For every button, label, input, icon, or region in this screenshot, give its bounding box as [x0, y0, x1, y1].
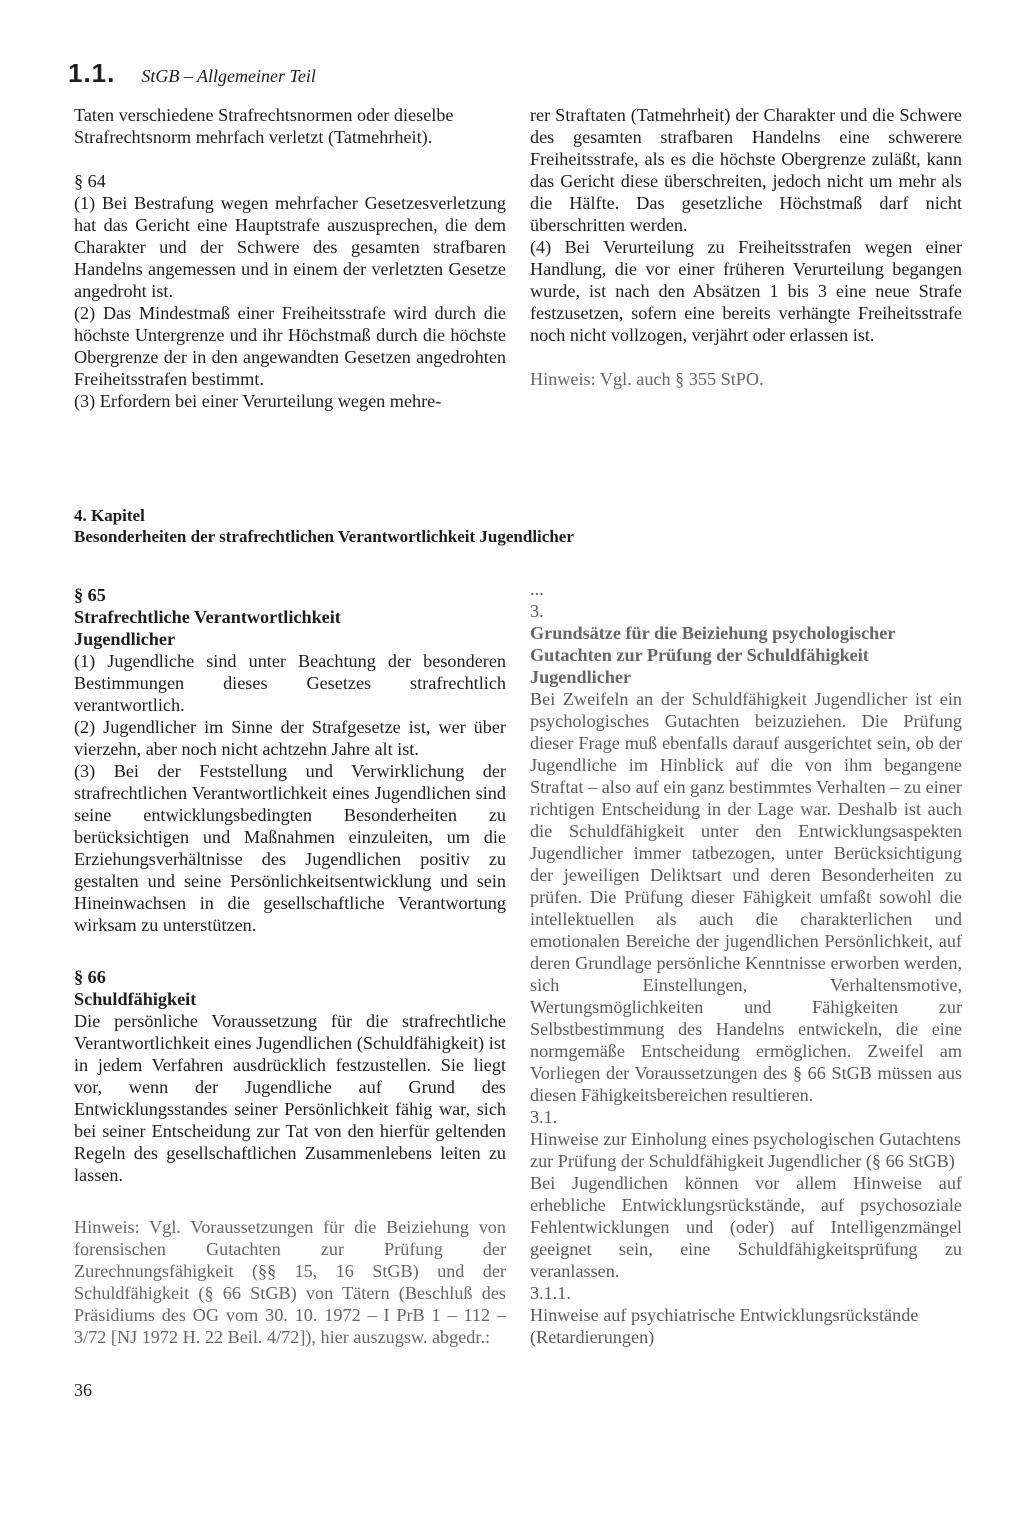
continued-text: Taten verschiedene Strafrechtsnormen oder dieselbe Strafrechtsnorm mehrfach verletzt (Tatmehrheit). — [74, 105, 454, 147]
section-3-body: Bei Zweifeln an der Schuldfähigkeit Jugendlicher ist ein psychologisches Gutachten beizuziehen. Die Prüfung dieser Frage muß ebenfalls darauf ausgerichtet sein, ob der Jugendliche im Hinblick auf die von ihm begangene Straftat – also auf ein ganz bestimmtes Verhalten – zu einer richtigen Entscheidung in der Lage war. Deshalb ist auch die Schuldfähigkeit unter den Entwicklungsaspekten Jugendlicher immer tatbezogen, unter Berücksichtigung der jeweiligen Deliktsart und deren Besonderheiten zu prüfen. Die Prüfung dieser Fähigkeit umfaßt sowohl die intellektuellen als auch die charakterlichen und emotionalen Bereiche der jugendlichen Persönlichkeit, auf deren Grundlage persönliche Kenntnisse erworben werden, sich Einstellungen, Verhaltensmotive, Wertungsmöglichkeiten und Fähigkeiten zur Selbstbestimmung des Handelns entwickeln, die eine normgemäße Entscheidung ermöglichen. Zweifel am Vorliegen der Voraussetzungen des § 66 StGB müssen aus diesen Fähigkeitsbereichen resultieren. — [530, 689, 962, 1105]
bottom-left-column — [74, 584, 506, 1348]
paragraph-heading-66: § 66 — [74, 967, 106, 987]
paragraph-66-body: Die persönliche Voraussetzung für die strafrechtliche Verantwortlichkeit eines Jugendlichen (Schuldfähigkeit) ist in jedem Verfahren ausdrücklich festzustellen. Sie liegt vor, wenn der Jugendliche auf Grund des Entwicklungsstandes seiner Persönlichkeit fähig war, sich bei seiner Entscheidung zur Tat von den hierfür geltenden Regeln des gesellschaftlichen Zusammenlebens leiten zu lassen. — [74, 1011, 506, 1185]
paragraph-64-clause-4: (4) Bei Verurteilung zu Freiheitsstrafen wegen einer Handlung, die vor einer früheren Verurteilung begangen wurde, ist nach den Absätzen 1 bis 3 eine neue Strafe festzusetzen, sofern eine bereits verhängte Freiheitsstrafe noch nicht vollzogen, verjährt oder erlassen ist. — [530, 237, 962, 345]
paragraph-64-clause-1: (1) Bei Bestrafung wegen mehrfacher Gesetzesverletzung hat das Gericht eine Hauptstrafe auszusprechen, die dem Charakter und der Schwere des gesamten strafbaren Handelns angemessen und in einem der verletzten Gesetze angedroht ist. — [74, 193, 506, 301]
section-number: 1.1. — [68, 58, 116, 88]
paragraph-65-clause-1: (1) Jugendliche sind unter Beachtung der besonderen Bestimmungen dieses Gesetzes strafrechtlich verantwortlich. — [74, 651, 506, 715]
section-3-number: 3. — [530, 601, 544, 621]
reference-note: Hinweis: Vgl. auch § 355 StPO. — [530, 369, 764, 389]
chapter-heading — [74, 505, 774, 547]
top-right-column — [530, 104, 962, 390]
paragraph-64-clause-3: (3) Erfordern bei einer Verurteilung wegen mehre- — [74, 391, 442, 411]
section-3-heading: Grundsätze für die Beiziehung psychologischer Gutachten zur Prüfung der Schuldfähigkeit Jugendlicher — [530, 623, 896, 687]
section-3-1-1-heading: Hinweise auf psychiatrische Entwicklungsrückstände (Retardierungen) — [530, 1305, 919, 1347]
section-3-1-heading: Hinweise zur Einholung eines psychologischen Gutachtens zur Prüfung der Schuldfähigkeit Jugendlicher (§ 66 StGB) — [530, 1129, 961, 1171]
section-3-1-body: Bei Jugendlichen können vor allem Hinweise auf erhebliche Entwicklungsrückstände, auf psychosoziale Fehlentwicklungen und (oder) auf Intelligenzmängel geeignet sein, eine Schuldfähigkeitsprüfung zu veranlassen. — [530, 1173, 962, 1281]
section-3-1-1-number: 3.1.1. — [530, 1283, 571, 1303]
paragraph-64-clause-3-continued: rer Straftaten (Tatmehrheit) der Charakter und die Schwere des gesamten strafbaren Handelns eine schwerere Freiheitsstrafe, als es die höchste Obergrenze zuläßt, kann das Gericht diese überschreiten, jedoch nicht um mehr als die Hälfte. Das gesetzliche Höchstmaß darf nicht überschritten werden. — [530, 105, 962, 235]
running-header — [68, 58, 316, 88]
reference-note-66: Hinweis: Vgl. Voraussetzungen für die Beiziehung von forensischen Gutachten zur Prüfung der Zurechnungsfähigkeit (§§ 15, 16 StGB) und der Schuldfähigkeit (§ 66 StGB) von Tätern (Beschluß des Präsidiums des OG vom 30. 10. 1972 – I PrB 1 – 112 – 3/72 [NJ 1972 H. 22 Beil. 4/72]), hier auszugsw. abgedr.: — [74, 1217, 506, 1347]
paragraph-64-clause-2: (2) Das Mindestmaß einer Freiheitsstrafe wird durch die höchste Untergrenze und ihr Höchstmaß durch die höchste Obergrenze der in den angewandten Gesetzen angedrohten Freiheitsstrafen bestimmt. — [74, 303, 506, 389]
bottom-right-column — [530, 578, 962, 1348]
paragraph-65-title-line-2: Jugendlicher — [74, 629, 176, 649]
paragraph-66-title: Schuldfähigkeit — [74, 989, 197, 1009]
section-3-1-number: 3.1. — [530, 1107, 558, 1127]
page-number: 36 — [74, 1380, 92, 1400]
chapter-number: 4. Kapitel — [74, 506, 145, 525]
section-title: StGB – Allgemeiner Teil — [141, 66, 316, 86]
paragraph-65-clause-3: (3) Bei der Feststellung und Verwirklichung der strafrechtlichen Verantwortlichkeit eines Jugendlichen sind seine entwicklungsbedingten Besonderheiten zu berücksichtigen und Maßnahmen einzuleiten, um die Erziehungsverhältnisse des Jugendlichen positiv zu gestalten und seine Persönlichkeitsentwicklung und sein Hineinwachsen in die gesellschaftliche Verantwortung wirksam zu unterstützen. — [74, 761, 506, 935]
paragraph-heading-65: § 65 — [74, 585, 106, 605]
paragraph-65-title-line-1: Strafrechtliche Verantwortlichkeit — [74, 607, 341, 627]
top-left-column — [74, 104, 506, 412]
chapter-title: Besonderheiten der strafrechtlichen Verantwortlichkeit Jugendlicher — [74, 527, 574, 546]
paragraph-heading-64: § 64 — [74, 171, 106, 191]
paragraph-65-clause-2: (2) Jugendlicher im Sinne der Strafgesetze ist, wer über vierzehn, aber noch nicht achtzehn Jahre alt ist. — [74, 717, 506, 759]
ellipsis: ... — [530, 579, 544, 599]
